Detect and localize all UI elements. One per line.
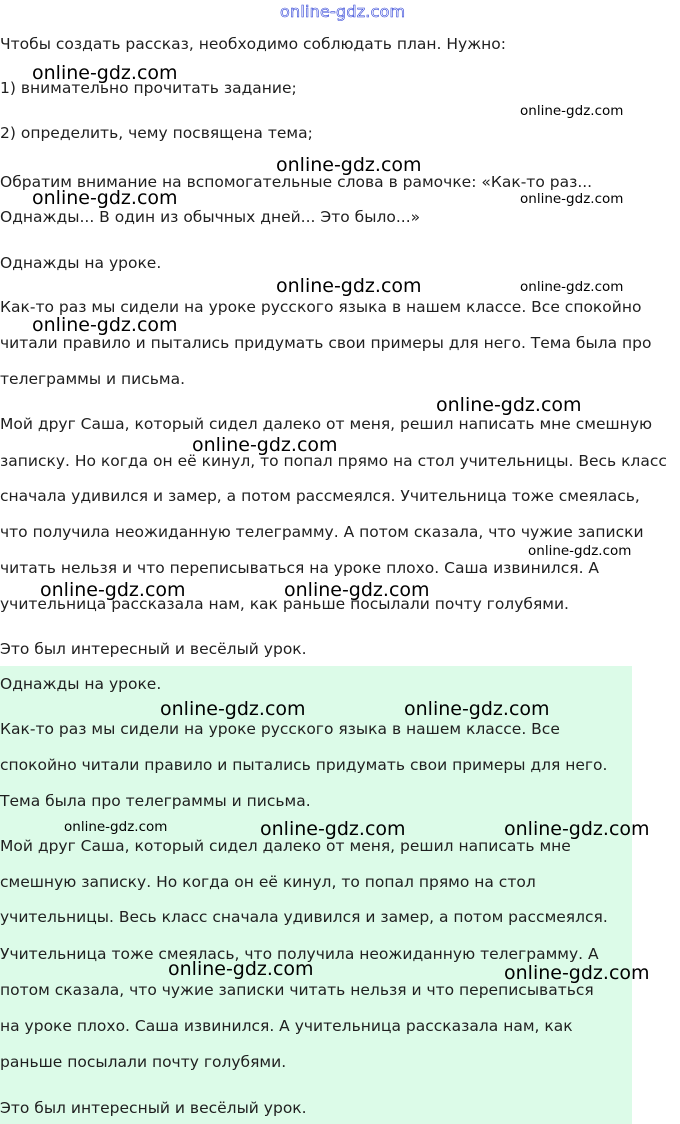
answer-line: Однажды на уроке. bbox=[0, 675, 162, 693]
intro-line: 1) внимательно прочитать задание; bbox=[0, 79, 297, 97]
watermark: online-gdz.com bbox=[32, 62, 178, 84]
intro-line: Чтобы создать рассказ, необходимо соблюдать план. Нужно: bbox=[0, 35, 506, 53]
answer-line: Учительница тоже смеялась, что получила неожиданную телеграмму. А bbox=[0, 945, 599, 963]
answer-line: на уроке плохо. Саша извинился. А учительница рассказала нам, как bbox=[0, 1017, 573, 1035]
answer-line: потом сказала, что чужие записки читать нельзя и что переписываться bbox=[0, 981, 594, 999]
answer-line: Это был интересный и весёлый урок. bbox=[0, 1099, 307, 1117]
watermark: online-gdz.com bbox=[192, 434, 338, 456]
story-line: читали правило и пытались придумать свои примеры для него. Тема была про bbox=[0, 334, 652, 352]
watermark: online-gdz.com bbox=[160, 698, 306, 720]
answer-line: Мой друг Саша, который сидел далеко от меня, решил написать мне bbox=[0, 837, 571, 855]
watermark: online-gdz.com bbox=[276, 154, 422, 176]
watermark: online-gdz.com bbox=[64, 819, 168, 835]
intro-line: 2) определить, чему посвящена тема; bbox=[0, 124, 313, 142]
watermark: online-gdz.com bbox=[168, 958, 314, 980]
watermark: online-gdz.com bbox=[40, 579, 186, 601]
watermark: online-gdz.com bbox=[32, 187, 178, 209]
header-watermark: online-gdz.com bbox=[280, 2, 406, 21]
answer-line: смешную записку. Но когда он её кинул, то попал прямо на стол bbox=[0, 873, 536, 891]
watermark: online-gdz.com bbox=[504, 818, 650, 840]
answer-line: учительницы. Весь класс сначала удивился и замер, а потом рассмеялся. bbox=[0, 908, 608, 926]
answer-line: Как-то раз мы сидели на уроке русского языка в нашем классе. Все bbox=[0, 720, 560, 738]
watermark: online-gdz.com bbox=[404, 698, 550, 720]
watermark: online-gdz.com bbox=[520, 103, 624, 119]
story-line: учительница рассказала нам, как раньше посылали почту голубями. bbox=[0, 595, 569, 613]
intro-line: Однажды... В один из обычных дней... Это было...» bbox=[0, 208, 421, 226]
story-line: Как-то раз мы сидели на уроке русского языка в нашем классе. Все спокойно bbox=[0, 298, 642, 316]
watermark: online-gdz.com bbox=[260, 818, 406, 840]
story-line: телеграммы и письма. bbox=[0, 370, 186, 388]
answer-line: раньше посылали почту голубями. bbox=[0, 1053, 287, 1071]
watermark: online-gdz.com bbox=[520, 191, 624, 207]
watermark: online-gdz.com bbox=[284, 579, 430, 601]
story-line: читать нельзя и что переписываться на уроке плохо. Саша извинился. А bbox=[0, 559, 600, 577]
story-line: Однажды на уроке. bbox=[0, 254, 162, 272]
watermark: online-gdz.com bbox=[528, 543, 632, 559]
watermark: online-gdz.com bbox=[32, 314, 178, 336]
answer-line: Тема была про телеграммы и письма. bbox=[0, 792, 311, 810]
watermark: online-gdz.com bbox=[436, 394, 582, 416]
story-line: сначала удивился и замер, а потом рассмеялся. Учительница тоже смеялась, bbox=[0, 487, 640, 505]
watermark: online-gdz.com bbox=[520, 279, 624, 295]
watermark: online-gdz.com bbox=[276, 275, 422, 297]
story-line: что получила неожиданную телеграмму. А потом сказала, что чужие записки bbox=[0, 523, 644, 541]
story-line: записку. Но когда он её кинул, то попал прямо на стол учительницы. Весь класс bbox=[0, 452, 667, 470]
answer-line: спокойно читали правило и пытались придумать свои примеры для него. bbox=[0, 756, 608, 774]
story-line: Мой друг Саша, который сидел далеко от меня, решил написать мне смешную bbox=[0, 415, 653, 433]
intro-line: Обратим внимание на вспомогательные слова в рамочке: «Как-то раз... bbox=[0, 173, 593, 191]
story-line: Это был интересный и весёлый урок. bbox=[0, 640, 307, 658]
watermark: online-gdz.com bbox=[504, 962, 650, 984]
